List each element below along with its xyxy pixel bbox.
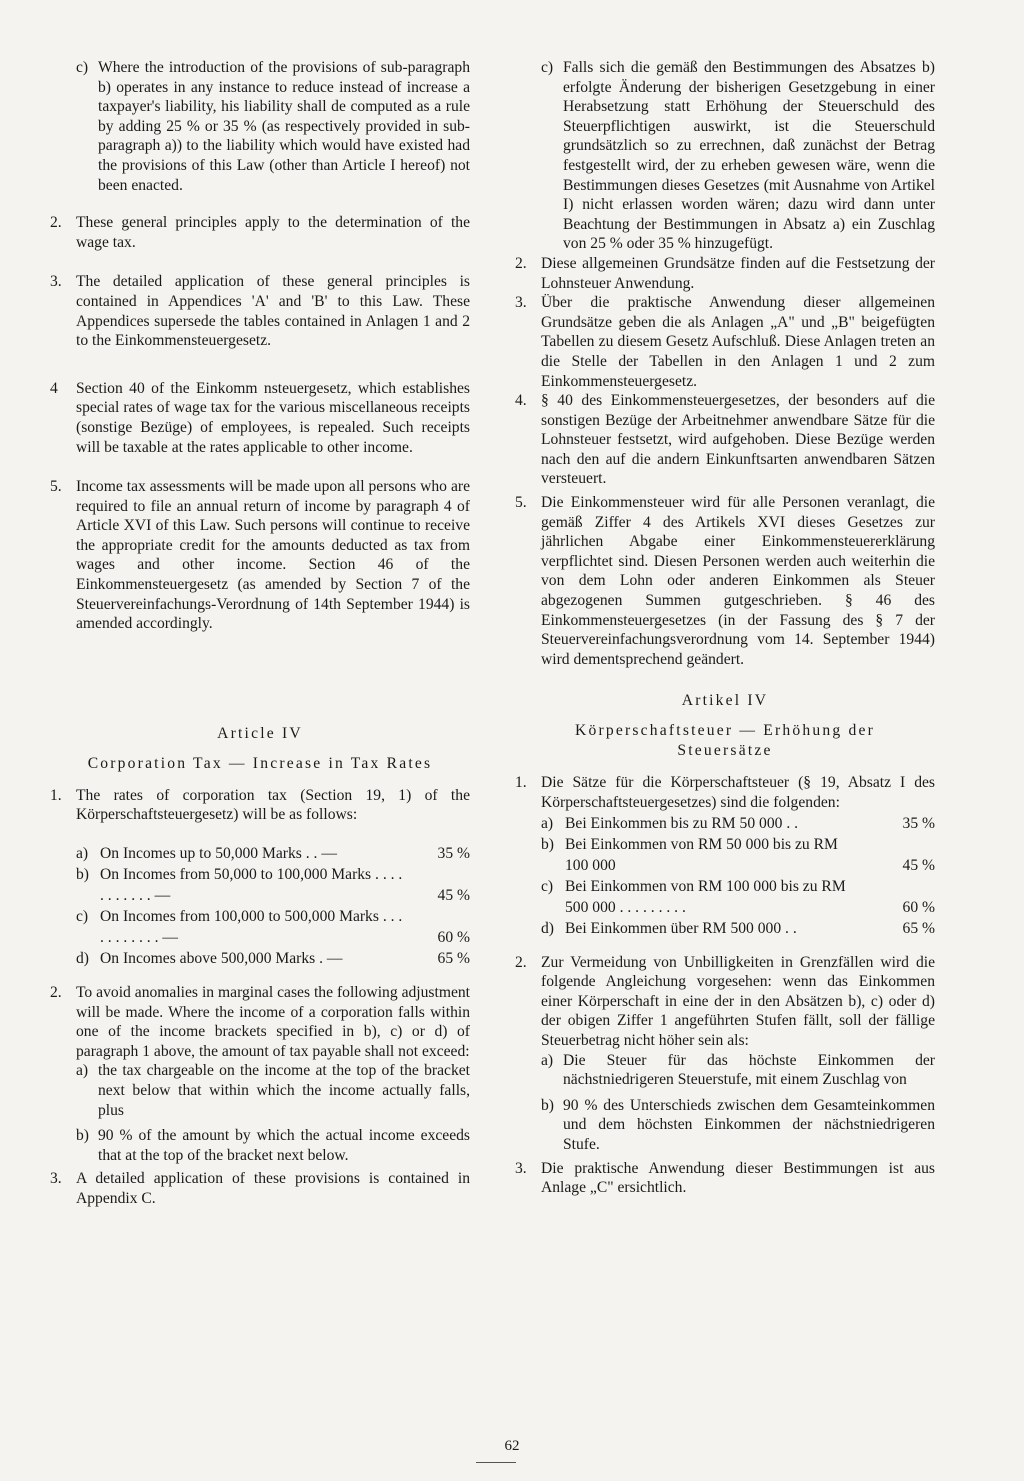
subitem-text: Die Steuer für das höchste Einkommen der nächstniedrigeren Steuerstufe, mit einem Zuschlag von: [563, 1051, 935, 1089]
rate-percent: 65 %: [437, 950, 470, 968]
rate-text: On Incomes above 500,000 Marks . —: [100, 950, 343, 968]
paragraph-5: [50, 477, 470, 634]
rate-percent: 45 %: [902, 856, 935, 874]
paragraph-number: 2.: [50, 984, 62, 1002]
rate-row: [76, 906, 470, 948]
rate-label: a): [541, 814, 554, 832]
rate-text: Bei Einkommen von RM 50 000 bis zu RM 100 000: [565, 835, 838, 874]
subitem-b: [541, 1096, 935, 1155]
paragraph-number: 4: [50, 379, 58, 397]
paragraph-3: [515, 293, 935, 391]
rates-list: [515, 813, 935, 939]
paragraph-number: 1.: [515, 774, 527, 792]
rate-percent: 35 %: [902, 814, 935, 832]
subitem-text: Where the introduction of the provisions of sub-paragraph b) operates in any instance to reduce instead of increase a taxpayer's liability, his liability shall de computed as a rule by adding 25 % or 35 % (as respectively provided in sub-paragraph a)) to the liability which would have existed had the provisions of this Law (other than Article I hereof) not been enacted.: [98, 59, 470, 194]
article-paragraph-1: [515, 773, 935, 812]
paragraph-text: Die Einkommensteuer wird für alle Personen veranlagt, die gemäß Ziffer 4 des Artikels XVI dieses Gesetzes zur jährlichen Abgabe einer Einkommensteuererklärung verpflichtet sind. Diesen Personen werden auch weiterhin die von dem Lohn oder anderen Einkommen als Steuer abgezogenen Summen gutgeschrieben. § 46 des Einkommensteuergesetzes (in der Fassung des § 7 der Steuervereinfachungsverordnung vom 14. September 1944) wird dementsprechend geändert.: [541, 494, 935, 668]
paragraph-number: 5.: [515, 494, 527, 512]
paragraph-text: The rates of corporation tax (Section 19, 1) of the Körperschaftsteuergesetz) will be as follows:: [76, 786, 470, 824]
article-subtitle: Corporation Tax — Increase in Tax Rates: [87, 754, 433, 772]
rate-row: [541, 834, 935, 876]
footer-rule: [476, 1462, 516, 1463]
subitem-text: Falls sich die gemäß den Bestimmungen des Absatzes b) erfolgte Änderung der bisherigen Gesetzgebung in einer Herabsetzung statt Erhöhung der Steuerschuld des Steuerpflichtigen auswirkt, ist die Steuerschuld grundsätzlich so zu errechnen, daß zunächst der Betrag festgestellt wird, der zu erheben gewesen wäre, wenn die Bestimmungen dieses Gesetzes (mit Ausnahme von Artikel I) nicht erlassen worden wären; dazu wird dann unter Beachtung der Bestimmungen in Absatz a) ein Zuschlag von 25 % oder 35 % hinzugefügt.: [563, 59, 935, 253]
paragraph-3: [50, 272, 470, 350]
paragraph-text: To avoid anomalies in marginal cases the following adjustment will be made. Where the income of a corporation falls within one of the income brackets specified in b), c) or d) of paragraph 1 above, the amount of tax payable shall not exceed:: [76, 984, 470, 1060]
paragraph-number: 2.: [515, 254, 527, 272]
german-column: [515, 58, 935, 1198]
paragraph-text: A detailed application of these provisions is contained in Appendix C.: [76, 1170, 470, 1207]
rate-row: [76, 843, 470, 864]
subitem-label: c): [541, 59, 554, 76]
article-title: Artikel IV: [681, 692, 769, 710]
sub-list: [515, 1051, 935, 1155]
rate-label: a): [76, 845, 89, 863]
paragraph-text: Diese allgemeinen Grundsätze finden auf die Festsetzung der Lohnsteuer Anwendung.: [541, 254, 935, 292]
rate-percent: 60 %: [902, 898, 935, 916]
rate-label: d): [76, 950, 89, 968]
paragraph-number: 4.: [515, 392, 527, 410]
rate-row: [76, 864, 470, 906]
subitem-a: [76, 1061, 470, 1120]
article-paragraph-1: [50, 786, 470, 825]
paragraph-4: [50, 379, 470, 457]
rate-row: [541, 918, 935, 939]
rate-text: On Incomes from 50,000 to 100,000 Marks . . . . . . . . . . . —: [100, 866, 403, 905]
subitem-a: [541, 1051, 935, 1090]
paragraph-text: § 40 des Einkommensteuergesetzes, der besonders auf die sonstigen Bezüge der Arbeitnehmer anwendbare Sätze für die Lohnsteuer festsetzt, wird aufgehoben. Diese Bezüge werden nach den auf die andern Einkunftsarten anwendbaren Sätzen versteuert.: [541, 392, 935, 488]
rate-text: On Incomes up to 50,000 Marks . . —: [100, 845, 337, 863]
sub-list: [50, 1061, 470, 1165]
rate-text: Bei Einkommen von RM 100 000 bis zu RM 500 000 . . . . . . . . .: [565, 877, 846, 916]
paragraph-text: Zur Vermeidung von Unbilligkeiten in Grenzfällen wird die folgende Angleichung vorgesehen: wenn das Einkommen einer Körperschaft in eine der in den Absätzen b), c) oder d) der obigen Ziffer 1 angeführten Stufen fällt, soll der fällige Steuerbetrag nicht höher sein als:: [541, 953, 935, 1049]
paragraph-5: [515, 493, 935, 669]
subitem-label: c): [76, 59, 89, 76]
rates-list: [50, 843, 470, 969]
paragraph-text: Income tax assessments will be made upon all persons who are required to file an annual return of income by paragraph 4 of Article XVI of this Law. Such persons will continue to receive the appropriate credit for the amounts deducted as tax from wages and other income. Section 46 of the Einkommensteuergesetz (as amended by Section 7 of the Steuervereinfachungs-Verordnung of 14th September 1944) is amended accordingly.: [76, 478, 470, 633]
rate-label: c): [76, 908, 89, 926]
subitem-label: b): [541, 1096, 554, 1114]
intro-subitem-c: [515, 58, 935, 254]
article-paragraph-2: [515, 953, 935, 1051]
subitem-b: [76, 1126, 470, 1165]
page-number: 62: [504, 1438, 520, 1454]
rate-label: d): [541, 919, 554, 937]
subitem-text: the tax chargeable on the income at the top of the bracket next below that within which the income actually falls, plus: [98, 1062, 470, 1119]
article-title: Article IV: [217, 724, 303, 742]
rate-label: b): [541, 835, 554, 853]
paragraph-text: Section 40 of the Einkomm nsteuergesetz, which establishes special rates of wage tax for the various miscellaneous receipts (sonstige Bezüge) of employees, is repealed. Such receipts will be taxable at the rates applicable to other income.: [76, 379, 470, 456]
paragraph-number: 3.: [50, 273, 62, 291]
rate-percent: 45 %: [437, 887, 470, 905]
rate-row: [541, 876, 935, 918]
rate-label: c): [541, 877, 554, 895]
english-column: [50, 58, 470, 1209]
paragraph-text: Die praktische Anwendung dieser Bestimmungen ist aus Anlage „C" ersichtlich.: [541, 1159, 935, 1197]
paragraph-number: 5.: [50, 478, 62, 496]
paragraph-text: Die Sätze für die Körperschaftsteuer (§ 19, Absatz I des Körperschaftsteuergesetzes) sind die folgenden:: [541, 774, 935, 811]
subitem-label: a): [76, 1062, 89, 1080]
rate-text: On Incomes from 100,000 to 500,000 Marks . . . . . . . . . . . —: [100, 908, 403, 947]
article-subtitle: Körperschaftsteuer — Erhöhung der Steuersätze: [575, 722, 875, 760]
paragraph-2: [50, 213, 470, 252]
rate-text: Bei Einkommen bis zu RM 50 000 . .: [565, 814, 799, 832]
subitem-label: a): [541, 1051, 554, 1069]
paragraph-number: 3.: [515, 294, 527, 312]
rate-row: [541, 813, 935, 834]
paragraph-number: 1.: [50, 786, 62, 804]
rate-label: b): [76, 866, 89, 884]
rate-percent: 35 %: [437, 845, 470, 863]
subitem-label: b): [76, 1127, 89, 1145]
article-paragraph-2: [50, 983, 470, 1061]
paragraph-number: 3.: [515, 1159, 527, 1177]
subitem-text: 90 % des Unterschieds zwischen dem Gesamteinkommen und dem höchsten Einkommen der nächstniedrigeren Stufe.: [563, 1096, 935, 1153]
paragraph-number: 2.: [50, 214, 62, 232]
article-paragraph-3: [50, 1169, 470, 1208]
rate-percent: 60 %: [437, 929, 470, 947]
article-paragraph-3: [515, 1159, 935, 1198]
paragraph-text: These general principles apply to the determination of the wage tax.: [76, 214, 470, 251]
paragraph-number: 3.: [50, 1170, 62, 1188]
rate-percent: 65 %: [902, 919, 935, 937]
rate-row: [76, 948, 470, 969]
paragraph-4: [515, 391, 935, 489]
paragraph-text: Über die praktische Anwendung dieser allgemeinen Grundsätze geben die als Anlagen „A" und „B" beigefügten Tabellen zu diesem Gesetz Aufschluß. Diese Anlagen treten an die Stelle der Tabellen in den Anlagen 1 und 2 zum Einkommensteuergesetz.: [541, 294, 935, 390]
intro-subitem-c: [50, 58, 470, 195]
paragraph-number: 2.: [515, 953, 527, 971]
paragraph-text: The detailed application of these general principles is contained in Appendices 'A' and 'B' to this Law. These Appendices supersede the tables contained in Anlagen 1 and 2 to the Einkommensteuergesetz.: [76, 273, 470, 350]
paragraph-2: [515, 254, 935, 293]
subitem-text: 90 % of the amount by which the actual income exceeds that at the top of the bracket next below.: [98, 1127, 470, 1164]
rate-text: Bei Einkommen über RM 500 000 . .: [565, 919, 797, 937]
